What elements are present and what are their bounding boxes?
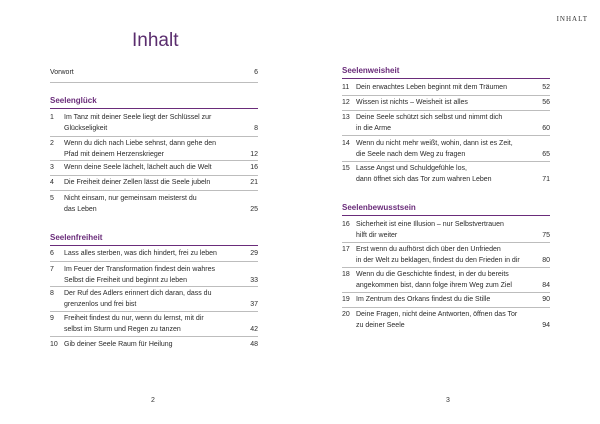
toc-entry-number: 18	[342, 271, 350, 278]
divider	[342, 135, 550, 136]
divider	[342, 307, 550, 308]
toc-entry-title: Lass alles sterben, was dich hindert, frei zu leben	[64, 250, 217, 257]
toc-entry-page: 6	[254, 69, 258, 76]
toc-entry-title: Deine Fragen, nicht deine Antworten, öffnen das Tor zu deiner Seele	[356, 311, 518, 329]
divider	[50, 136, 258, 137]
toc-entry-page: 90	[542, 296, 550, 303]
section-heading: Seelenglück	[50, 96, 97, 105]
toc-entry-number: 1	[50, 114, 54, 121]
section-heading: Seelenweisheit	[342, 66, 400, 75]
section-rule	[50, 108, 258, 109]
toc-entry-page: 52	[542, 84, 550, 91]
toc-entry-number: 17	[342, 246, 350, 253]
divider	[342, 95, 550, 96]
toc-entry-number: 10	[50, 341, 58, 348]
toc-entry-title: Im Tanz mit deiner Seele liegt der Schlüssel zur Glückseligkeit	[64, 114, 212, 132]
divider	[50, 160, 258, 161]
toc-entry-number: 3	[50, 164, 54, 171]
section-rule	[342, 215, 550, 216]
toc-entry-page: 25	[250, 206, 258, 213]
toc-entry-page: 84	[542, 282, 550, 289]
toc-entry-title: Im Feuer der Transformation findest dein wahres Selbst die Freiheit und beginnt zu leben	[64, 266, 215, 284]
toc-entry-title: Wenn deine Seele lächelt, lächelt auch die Welt	[64, 164, 212, 171]
toc-entry-number: 2	[50, 140, 54, 147]
toc-entry-page: 71	[542, 176, 550, 183]
divider	[50, 190, 258, 191]
divider	[50, 311, 258, 312]
toc-entry-number: 8	[50, 290, 54, 297]
toc-entry-number: 7	[50, 266, 54, 273]
toc-entry-page: 12	[250, 151, 258, 158]
toc-entry-page: 8	[254, 125, 258, 132]
section-heading: Seelenfreiheit	[50, 233, 103, 242]
toc-entry-page: 56	[542, 99, 550, 106]
toc-entry-page: 21	[250, 179, 258, 186]
toc-entry-page: 37	[250, 301, 258, 308]
section-rule	[342, 78, 550, 79]
toc-entry-title: Wenn du die Geschichte findest, in der du bereits angekommen bist, dann folge ihrem Weg zum Ziel	[356, 271, 512, 289]
toc-entry-label: Vorwort	[50, 69, 74, 76]
toc-entry-title: Wenn du nicht mehr weißt, wohin, dann ist es Zeit, die Seele nach dem Weg zu fragen	[356, 140, 513, 158]
toc-entry-page: 48	[250, 341, 258, 348]
page-title: Inhalt	[132, 30, 179, 51]
divider	[50, 175, 258, 176]
right-page	[300, 0, 600, 424]
toc-entry-page: 33	[250, 277, 258, 284]
toc-entry-number: 4	[50, 179, 54, 186]
toc-entry-page: 75	[542, 232, 550, 239]
toc-entry-title: Erst wenn du aufhörst dich über den Unfrieden in der Welt zu beklagen, findest du den Frieden in dir	[356, 246, 520, 264]
toc-entry-title: Freiheit findest du nur, wenn du lernst, mit dir selbst im Sturm und Regen zu tanzen	[64, 315, 204, 333]
toc-entry-page: 65	[542, 151, 550, 158]
toc-entry-page: 42	[250, 326, 258, 333]
toc-entry-page: 29	[250, 250, 258, 257]
toc-entry-page: 94	[542, 322, 550, 329]
toc-entry-title: Nicht einsam, nur gemeinsam meisterst du das Leben	[64, 195, 197, 213]
toc-entry-number: 19	[342, 296, 350, 303]
toc-entry-title: Im Zentrum des Orkans findest du die Stille	[356, 296, 491, 303]
toc-entry-number: 9	[50, 315, 54, 322]
toc-entry-number: 12	[342, 99, 350, 106]
toc-entry-title: Wenn du dich nach Liebe sehnst, dann gehe den Pfad mit deinem Herzenskrieger	[64, 140, 217, 158]
page-number: 2	[151, 397, 155, 404]
divider	[342, 242, 550, 243]
divider	[342, 110, 550, 111]
toc-entry-page: 16	[250, 164, 258, 171]
toc-entry-title: Sicherheit ist eine Illusion – nur Selbstvertrauen hilft dir weiter	[356, 221, 504, 239]
divider	[342, 161, 550, 162]
toc-entry-number: 15	[342, 165, 350, 172]
toc-entry-number: 13	[342, 114, 350, 121]
page-number: 3	[446, 397, 450, 404]
toc-entry-title: Dein erwachtes Leben beginnt mit dem Träumen	[356, 84, 507, 91]
section-rule	[50, 245, 258, 246]
divider	[50, 286, 258, 287]
divider	[342, 292, 550, 293]
divider	[50, 261, 258, 262]
toc-entry-number: 5	[50, 195, 54, 202]
toc-entry-number: 11	[342, 84, 350, 91]
divider	[50, 82, 258, 83]
toc-entry-title: Die Freiheit deiner Zellen lässt die Seele jubeln	[64, 179, 211, 186]
toc-entry-number: 20	[342, 311, 350, 318]
toc-entry-number: 14	[342, 140, 350, 147]
toc-entry-title: Wissen ist nichts – Weisheit ist alles	[356, 99, 468, 106]
toc-entry-number: 6	[50, 250, 54, 257]
divider	[50, 336, 258, 337]
toc-entry-title: Lasse Angst und Schuldgefühle los, dann öffnet sich das Tor zum wahren Leben	[356, 165, 492, 183]
toc-entry-page: 80	[542, 257, 550, 264]
toc-entry-title: Deine Seele schützt sich selbst und nimmt dich in die Arme	[356, 114, 503, 132]
toc-entry-page: 60	[542, 125, 550, 132]
toc-entry-title: Gib deiner Seele Raum für Heilung	[64, 341, 173, 348]
running-head: INHALT	[556, 15, 588, 23]
divider	[342, 267, 550, 268]
toc-entry-title: Der Ruf des Adlers erinnert dich daran, dass du grenzenlos und frei bist	[64, 290, 212, 308]
section-heading: Seelenbewusstsein	[342, 203, 416, 212]
toc-entry-number: 16	[342, 221, 350, 228]
